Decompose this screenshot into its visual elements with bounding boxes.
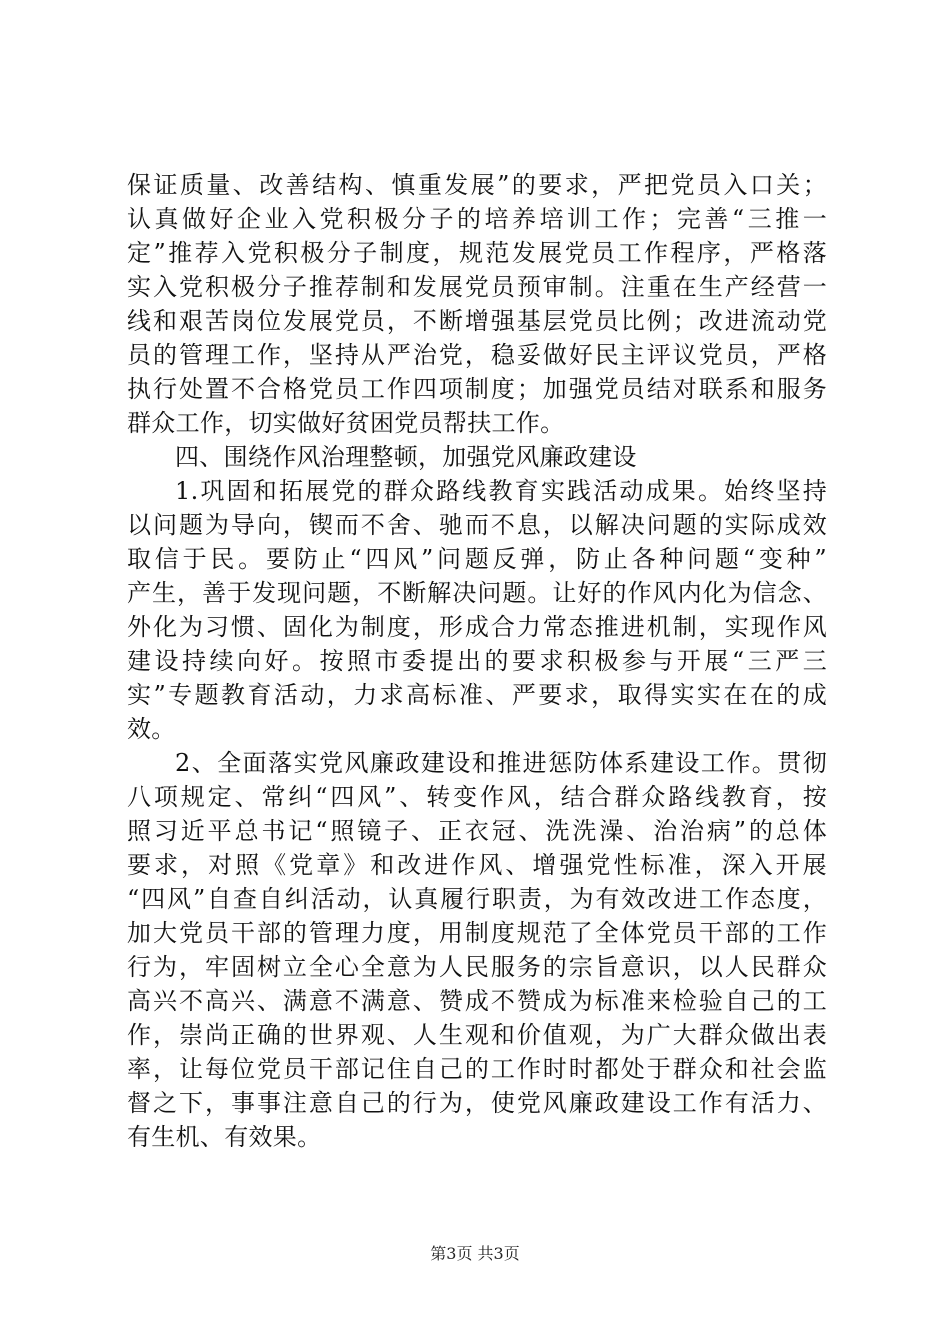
text-line: 保证质量、改善结构、慎重发展”的要求，严把党员入口关；	[127, 171, 827, 199]
text-line: 外化为习惯、固化为制度，形成合力常态推进机制，实现作风	[127, 613, 827, 641]
text-line: 高兴不高兴、满意不满意、赞成不赞成为标准来检验自己的工	[127, 987, 827, 1015]
text-line: 定”推荐入党积极分子制度，规范发展党员工作程序，严格落	[127, 239, 827, 267]
text-line: 取信于民。要防止“四风”问题反弹，防止各种问题“变种”	[127, 545, 827, 573]
text-line: 行为，牢固树立全心全意为人民服务的宗旨意识，以人民群众	[127, 953, 827, 981]
text-line: 率，让每位党员干部记住自己的工作时时都处于群众和社会监	[127, 1055, 827, 1083]
text-line: 有生机、有效果。	[127, 1123, 322, 1151]
text-line: 实入党积极分子推荐制和发展党员预审制。注重在生产经营一	[127, 273, 827, 301]
text-line: 效。	[127, 715, 176, 743]
text-line: 产生，善于发现问题，不断解决问题。让好的作风内化为信念、	[127, 579, 827, 607]
page-footer: 第3页 共3页	[430, 1244, 520, 1263]
text-line: 四、围绕作风治理整顿，加强党风廉政建设	[175, 443, 637, 471]
text-line: 执行处置不合格党员工作四项制度；加强党员结对联系和服务	[127, 375, 827, 403]
text-line: 认真做好企业入党积极分子的培养培训工作；完善“三推一	[127, 205, 827, 233]
text-line: 督之下，事事注意自己的行为，使党风廉政建设工作有活力、	[127, 1089, 827, 1117]
document-body	[127, 168, 827, 1154]
text-line: 八项规定、常纠“四风”、转变作风，结合群众路线教育，按	[127, 783, 827, 811]
text-line: 1.巩固和拓展党的群众路线教育实践活动成果。始终坚持	[175, 477, 827, 505]
text-line: 加大党员干部的管理力度，用制度规范了全体党员干部的工作	[127, 919, 827, 947]
text-line: 群众工作，切实做好贫困党员帮扶工作。	[127, 409, 565, 437]
text-line: 要求，对照《党章》和改进作风、增强党性标准，深入开展	[127, 851, 827, 879]
text-line: 实”专题教育活动，力求高标准、严要求，取得实实在在的成	[127, 681, 827, 709]
text-line: 2、全面落实党风廉政建设和推进惩防体系建设工作。贯彻	[175, 749, 827, 777]
text-line: 线和艰苦岗位发展党员，不断增强基层党员比例；改进流动党	[127, 307, 827, 335]
text-line: “四风”自查自纠活动，认真履行职责，为有效改进工作态度，	[127, 885, 827, 913]
text-line: 作，崇尚正确的世界观、人生观和价值观，为广大群众做出表	[127, 1021, 827, 1049]
text-line: 以问题为导向，锲而不舍、驰而不息，以解决问题的实际成效	[127, 511, 827, 539]
text-line: 员的管理工作，坚持从严治党，稳妥做好民主评议党员，严格	[127, 341, 827, 369]
text-line: 建设持续向好。按照市委提出的要求积极参与开展“三严三	[127, 647, 827, 675]
text-line: 照习近平总书记“照镜子、正衣冠、洗洗澡、治治病”的总体	[127, 817, 827, 845]
